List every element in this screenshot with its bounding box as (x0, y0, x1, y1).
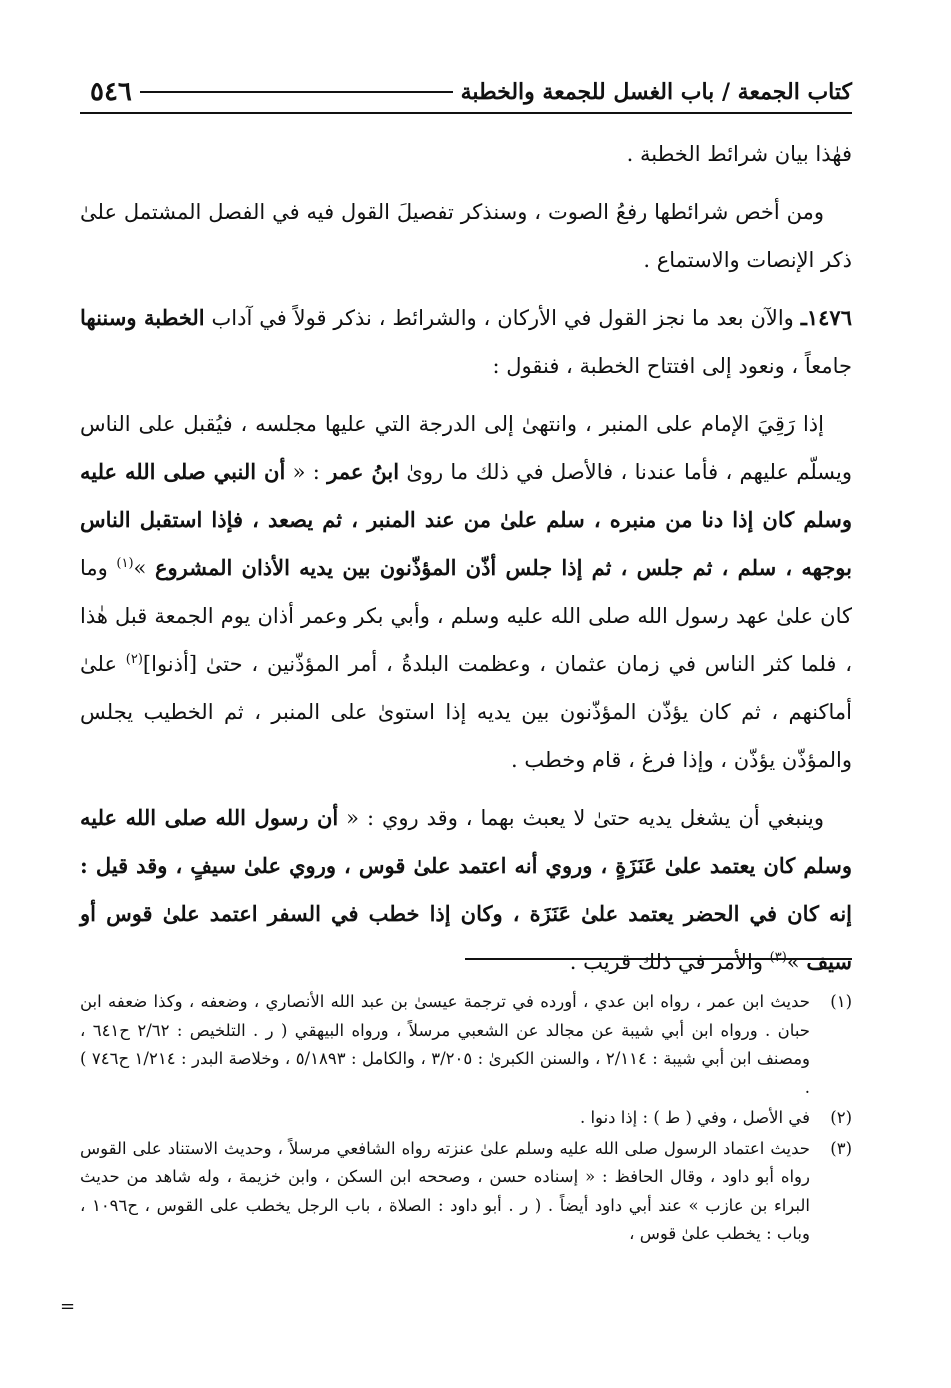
footnote-marker: (٣) (830, 1138, 852, 1158)
footnote-separator (465, 958, 852, 960)
paragraph-3-text: والآن بعد ما نجز القول في الأركان ، والشرائط ، نذكر قولاً في آداب (204, 306, 801, 330)
footnote-text: في الأصل ، وفي ( ط ) : إذا دنوا . (579, 1108, 810, 1127)
footnote-ref-3[interactable]: (٣) (769, 950, 787, 965)
running-header (80, 72, 852, 114)
paragraph-5-text-a: وينبغي أن يشغل يديه حتىٰ لا يعبث بهما ، وقد روي : « (338, 806, 824, 830)
footnotes (80, 988, 852, 1251)
paragraph-3-bold: الخطبة وسننها (80, 305, 205, 330)
footnote-ref-2[interactable]: (٢) (125, 652, 143, 667)
paragraph-2: ومن أخص شرائطها رفعُ الصوت ، وسنذكر تفصيلَ القول فيه في الفصل المشتمل علىٰ ذكر الإنصات والاستماع . (80, 200, 852, 272)
footnote-ref-1[interactable]: (١) (116, 556, 134, 571)
footnote (80, 1104, 852, 1133)
paragraph-4-text-f: وما كان علىٰ عهد رسول الله صلى الله عليه وسلم ، وأبي بكر وعمر أذان يوم الجمعة قبل هٰذا ، فلما كثر الناس في زمان عثمان ، وعظمت البلدةُ ، أمر المؤذّنين ، حتىٰ [أذنوا] (80, 556, 852, 676)
paragraph-4-text-a: إذا رَقِيَ الإمام على المنبر ، وانتهىٰ إلى الدرجة التي عليها مجلسه ، فيُقبل على الناس ويسلّم عليهم ، فأما عندنا ، فالأصل في ذلك ما روىٰ (80, 412, 852, 484)
paragraph-4-text-g: علىٰ أماكنهم ، ثم كان يؤذّن المؤذّنون بين يديه إذا استوىٰ على المنبر ، ثم الخطيب يجلس والمؤذّن يؤذّن ، وإذا فرغ ، قام وخطب . (80, 652, 852, 772)
hadith-text-1: أن النبي صلى الله عليه وسلم كان إذا دنا من منبره ، سلم علىٰ من عند المنبر ، ثم يصعد ، فإذا استقبل الناس بوجهه ، سلم ، ثم جلس ، ثم إذا جلس أذّن المؤذّنون بين يديه الأذان المشروع (80, 459, 852, 580)
paragraph-1: فهٰذا بيان شرائط الخطبة . (626, 142, 852, 166)
footnote-text: حديث ابن عمر ، رواه ابن عدي ، أورده في ترجمة عيسىٰ بن عبد الله الأنصاري ، وضعفه ، وكذا ضعفه ابن حبان . ورواه ابن أبي شيبة عن مجالد عن الشعبي مرسلاً ، ورواه البيهقي ( ر . التلخيص : ٢/٦٢ ح٦٤١ ، ومصنف ابن أبي شيبة : ٢/١١٤ ، والسنن الكبرىٰ : ٣/٢٠٥ ، والكامل : ٥/١٨٩٣ ، وخلاصة البدر : ١/٢١٤ ح٧٤٦ ) . (80, 992, 811, 1097)
header-rule (140, 91, 453, 93)
page-number: ٥٤٦ (90, 77, 132, 107)
footnote (80, 988, 852, 1102)
paragraph-3 (80, 294, 852, 390)
chapter-title: كتاب الجمعة / باب الغسل للجمعة والخطبة (460, 79, 852, 105)
paragraph-4 (80, 400, 852, 784)
quote-close-2: » (786, 950, 807, 974)
continuation-mark: = (60, 1296, 76, 1317)
entry-number: ١٤٧٦ـ (800, 305, 852, 330)
narrator-name: ابنُ عمر (327, 459, 400, 484)
main-text (80, 130, 852, 996)
footnote (80, 1135, 852, 1249)
paragraph-3-text-2: جامعاً ، ونعود إلى افتتاح الخطبة ، فنقول : (492, 354, 852, 378)
footnote-marker: (٢) (830, 1108, 852, 1127)
paragraph-5-text-d: والأمر في ذلك قريب . (569, 950, 770, 974)
footnote-text: حديث اعتماد الرسول صلى الله عليه وسلم علىٰ عنزته رواه الشافعي مرسلاً ، وحديث الاستناد على القوس رواه أبو داود ، وقال الحافظ : « إسناده حسن ، وصححه ابن السكن ، وابن خزيمة ، وله شاهد من حديث البراء بن عازب » عند أبي داود أيضاً . ( ر . أبو داود : الصلاة ، باب الرجل يخطب على القوس ، ح١٠٩٦ ، وباب : يخطب علىٰ قوس ، (80, 1138, 810, 1243)
quote-close: » (133, 556, 155, 580)
hadith-text-2: أن رسول الله صلى الله عليه وسلم كان يعتمد علىٰ عَنَزَةٍ ، وروي أنه اعتمد علىٰ قوس ، وروي علىٰ سيفٍ ، وقد قيل : إنه كان في الحضر يعتمد علىٰ عَنَزَة ، وكان إذا خطب في السفر اعتمد علىٰ قوس أو سيف (80, 805, 852, 974)
quote-open: : « (285, 460, 328, 484)
footnote-marker: (١) (830, 992, 852, 1011)
